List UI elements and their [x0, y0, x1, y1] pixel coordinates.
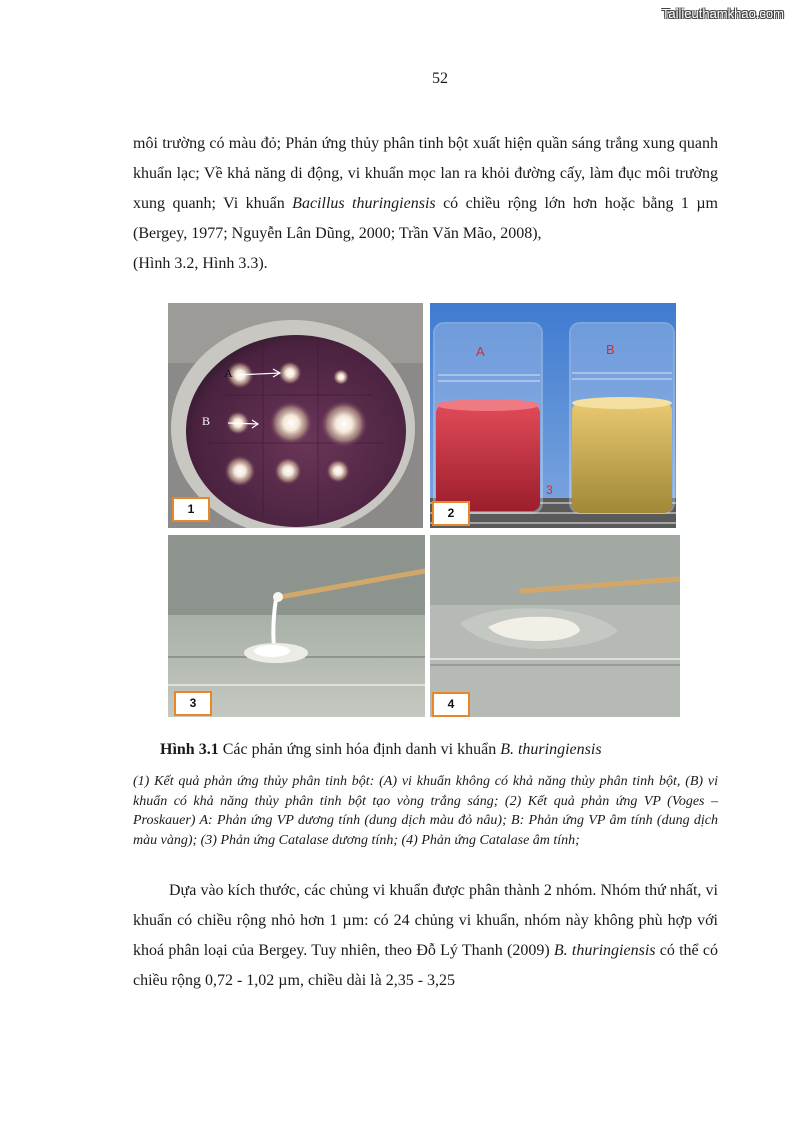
annotation-a: A [224, 366, 233, 380]
figure-notes: (1) Kết quả phản ứng thủy phân tinh bột: (A) vi khuẩn không có khả năng thủy phân tinh bột, (B) vi khuẩn có khả năng thủy phân tinh bột tạo vòng trắng sáng; (2) Kết quả phản ứng VP (Voges – Proskauer) A: Phản ứng VP dương tính (dung dịch màu đỏ nâu); B: Phản ứng VP âm tính (dung dịch màu vàng); (3) Phản ứng Catalase dương tính; (4) Phản ứng Catalase âm tính; [133, 774, 718, 848]
paragraph-2 [133, 876, 718, 996]
catalase-negative-photo [430, 535, 680, 717]
catalase-positive-photo [168, 535, 425, 717]
annotation-tube-3: 3 [546, 483, 553, 497]
annotation-tube-a: A [476, 344, 485, 359]
panel-label-2: 2 [432, 501, 470, 526]
figure-3-1 [168, 303, 680, 717]
paragraph-1-species: Bacillus thuringiensis [292, 195, 436, 212]
panel-catalase-positive [168, 535, 425, 717]
test-tubes-photo [430, 303, 676, 528]
annotation-b: B [202, 414, 211, 428]
caption-label: Hình 3.1 [160, 741, 219, 758]
panel-label-4: 4 [432, 692, 470, 717]
panel-label-1: 1 [172, 497, 210, 522]
figure-caption [160, 741, 602, 759]
paragraph-2-species: B. thuringiensis [553, 942, 656, 959]
paragraph-2-text-a: Dựa vào kích thước, các chủng vi khuẩn được phân thành 2 nhóm. Nhóm thứ nhất, vi khuẩn có chiều rộng nhỏ hơn 1 µm: có 24 chủng vi khuẩn, nhóm này không phù hợp với khoá phân loại của Bergey. Tuy nhiên, theo Đỗ Lý Thanh (2009) [133, 882, 718, 959]
caption-text: Các phản ứng sinh hóa định danh vi khuẩn [218, 741, 501, 758]
paragraph-2-text-b: có thể có chiều rộng 0,72 - 1,02 µm, chiều dài là 2,35 - 3,25 [133, 942, 719, 989]
panel-catalase-negative [430, 535, 680, 717]
panel-label-3: 3 [174, 691, 212, 716]
panel-vp-tubes [430, 303, 676, 528]
paragraph-1-text-a: môi trường có màu đỏ; Phản ứng thủy phân tinh bột xuất hiện quần sáng trắng xung quanh khuẩn lạc; Về khả năng di động, vi khuẩn mọc lan ra khỏi đường cấy, làm đục môi trường xung quanh; Vi khuẩn [133, 135, 718, 212]
panel-starch-plate [168, 303, 423, 528]
annotation-tube-b: B [606, 342, 615, 357]
page-number: 52 [432, 70, 448, 87]
caption-species: B. thuringiensis [500, 741, 602, 758]
paragraph-1-last-line: (Hình 3.2, Hình 3.3). [133, 255, 268, 272]
paragraph-1 [133, 129, 718, 279]
paragraph-1-text-b: có chiều rộng lớn hơn hoặc bằng 1 µm (Bergey, 1977; Nguyễn Lân Dũng, 2000; Trần Văn Mão, 2008), [133, 195, 719, 242]
watermark: Tailieuthamkhao.com [661, 6, 784, 21]
